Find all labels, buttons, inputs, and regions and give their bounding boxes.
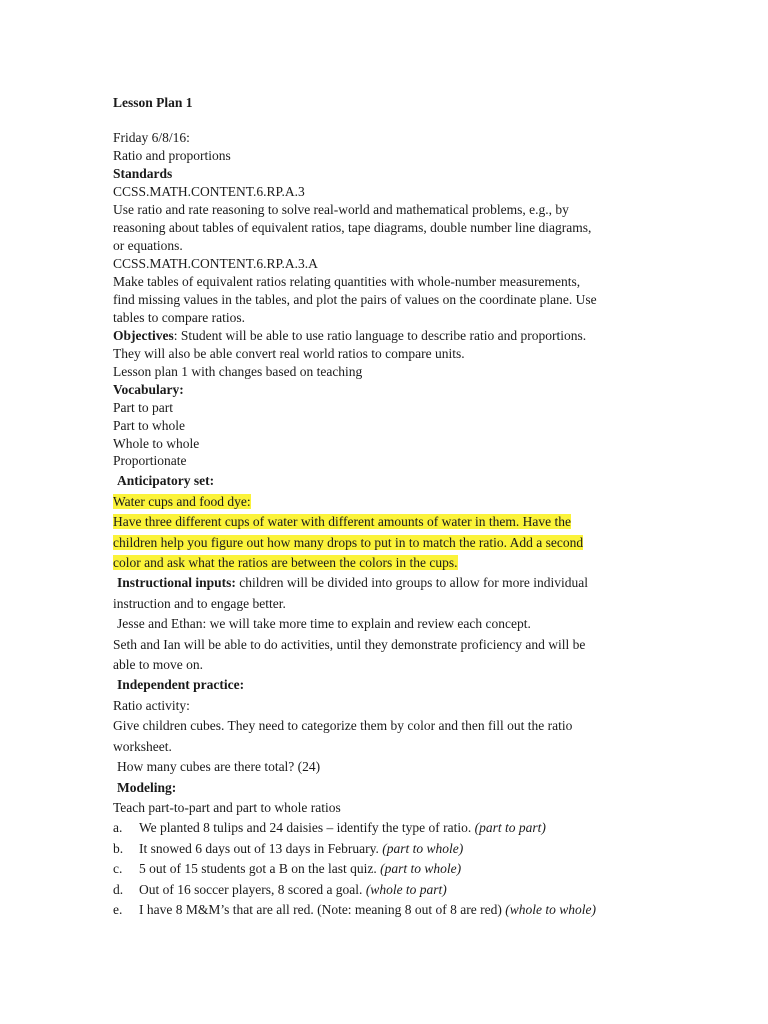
independent-line: Ratio activity: [113, 697, 190, 713]
list-item-text: It snowed 6 days out of 13 days in February. [139, 840, 383, 856]
instructional-line [113, 573, 673, 593]
list-item-text: We planted 8 tulips and 24 daisies – identify the type of ratio. [139, 820, 475, 836]
modeling-heading: Modeling: [117, 779, 177, 795]
vocabulary-item: Part to whole [113, 418, 185, 433]
main-section [113, 451, 673, 920]
lesson-title: Lesson Plan 1 [113, 95, 193, 110]
list-item [113, 818, 673, 838]
list-marker: a. [113, 820, 123, 836]
vocabulary-item: Whole to whole [113, 436, 200, 451]
objectives-text: : Student will be able to use ratio language to describe ratio and proportions. [173, 328, 587, 343]
list-item-answer: (part to part) [474, 820, 546, 836]
anticipatory-line: Have three different cups of water with different amounts of water in them. Have the [113, 514, 571, 530]
list-item-answer: (part to whole) [380, 861, 462, 877]
standards-heading: Standards [113, 166, 173, 181]
list-marker: e. [113, 901, 123, 917]
list-item [113, 900, 673, 920]
instructional-line-5: able to move on. [113, 657, 203, 673]
vocabulary-item: Part to part [113, 400, 173, 415]
standards-section [113, 129, 653, 453]
independent-line: Give children cubes. They need to categorize them by color and then fill out the ratio [113, 718, 573, 734]
independent-line: worksheet. [113, 738, 172, 754]
instructional-line-2: instruction and to engage better. [113, 595, 286, 611]
instructional-text: children will be divided into groups to allow for more individual [235, 575, 588, 591]
list-item [113, 859, 673, 879]
standard-code-1: CCSS.MATH.CONTENT.6.RP.A.3 [113, 184, 305, 199]
anticipatory-line: color and ask what the ratios are between the colors in the cups. [113, 555, 458, 571]
instructional-line-3: Jesse and Ethan: we will take more time to explain and review each concept. [117, 616, 531, 632]
list-item-answer: (whole to whole) [505, 901, 597, 917]
standard-text-2-line: find missing values in the tables, and plot the pairs of values on the coordinate plane. Use [113, 292, 597, 307]
instructional-line-4: Seth and Ian will be able to do activities, until they demonstrate proficiency and will be [113, 636, 586, 652]
list-marker: b. [113, 840, 124, 856]
objectives-line [113, 327, 653, 345]
list-item-answer: (part to whole) [382, 840, 464, 856]
independent-heading: Independent practice: [117, 677, 245, 693]
list-marker: d. [113, 881, 124, 897]
lesson-date: Friday 6/8/16: [113, 130, 190, 145]
changes-note: Lesson plan 1 with changes based on teaching [113, 364, 363, 379]
list-item-text: 5 out of 15 students got a B on the last quiz. [139, 861, 381, 877]
standard-text-1-line: or equations. [113, 238, 183, 253]
standard-text-2-line: Make tables of equivalent ratios relating quantities with whole-number measurements, [113, 274, 581, 289]
list-item-text: Out of 16 soccer players, 8 scored a goal. [139, 881, 366, 897]
vocabulary-heading: Vocabulary: [113, 382, 184, 397]
list-marker: c. [113, 861, 123, 877]
objectives-line-2: They will also be able convert real world ratios to compare units. [113, 346, 465, 361]
standard-text-2-line: tables to compare ratios. [113, 310, 245, 325]
anticipatory-line: Water cups and food dye: [113, 493, 251, 509]
list-item [113, 880, 673, 900]
independent-line: How many cubes are there total? (24) [117, 759, 321, 775]
standard-text-1-line: reasoning about tables of equivalent ratios, tape diagrams, double number line diagrams, [113, 220, 592, 235]
standard-code-2: CCSS.MATH.CONTENT.6.RP.A.3.A [113, 256, 318, 271]
lesson-topic: Ratio and proportions [113, 148, 231, 163]
anticipatory-line: children help you figure out how many drops to put in to match the ratio. Add a second [113, 534, 584, 550]
list-item-text: I have 8 M&M’s that are all red. (Note: meaning 8 out of 8 are red) [139, 901, 506, 917]
modeling-intro: Teach part-to-part and part to whole ratios [113, 799, 341, 815]
instructional-label: Instructional inputs: [117, 575, 236, 591]
list-item-answer: (whole to part) [365, 881, 447, 897]
list-item [113, 839, 673, 859]
vocabulary-item: Proportionate [113, 453, 187, 468]
objectives-label: Objectives [113, 328, 174, 343]
standard-text-1-line: Use ratio and rate reasoning to solve real-world and mathematical problems, e.g., by [113, 202, 569, 217]
anticipatory-heading: Anticipatory set: [117, 473, 215, 489]
